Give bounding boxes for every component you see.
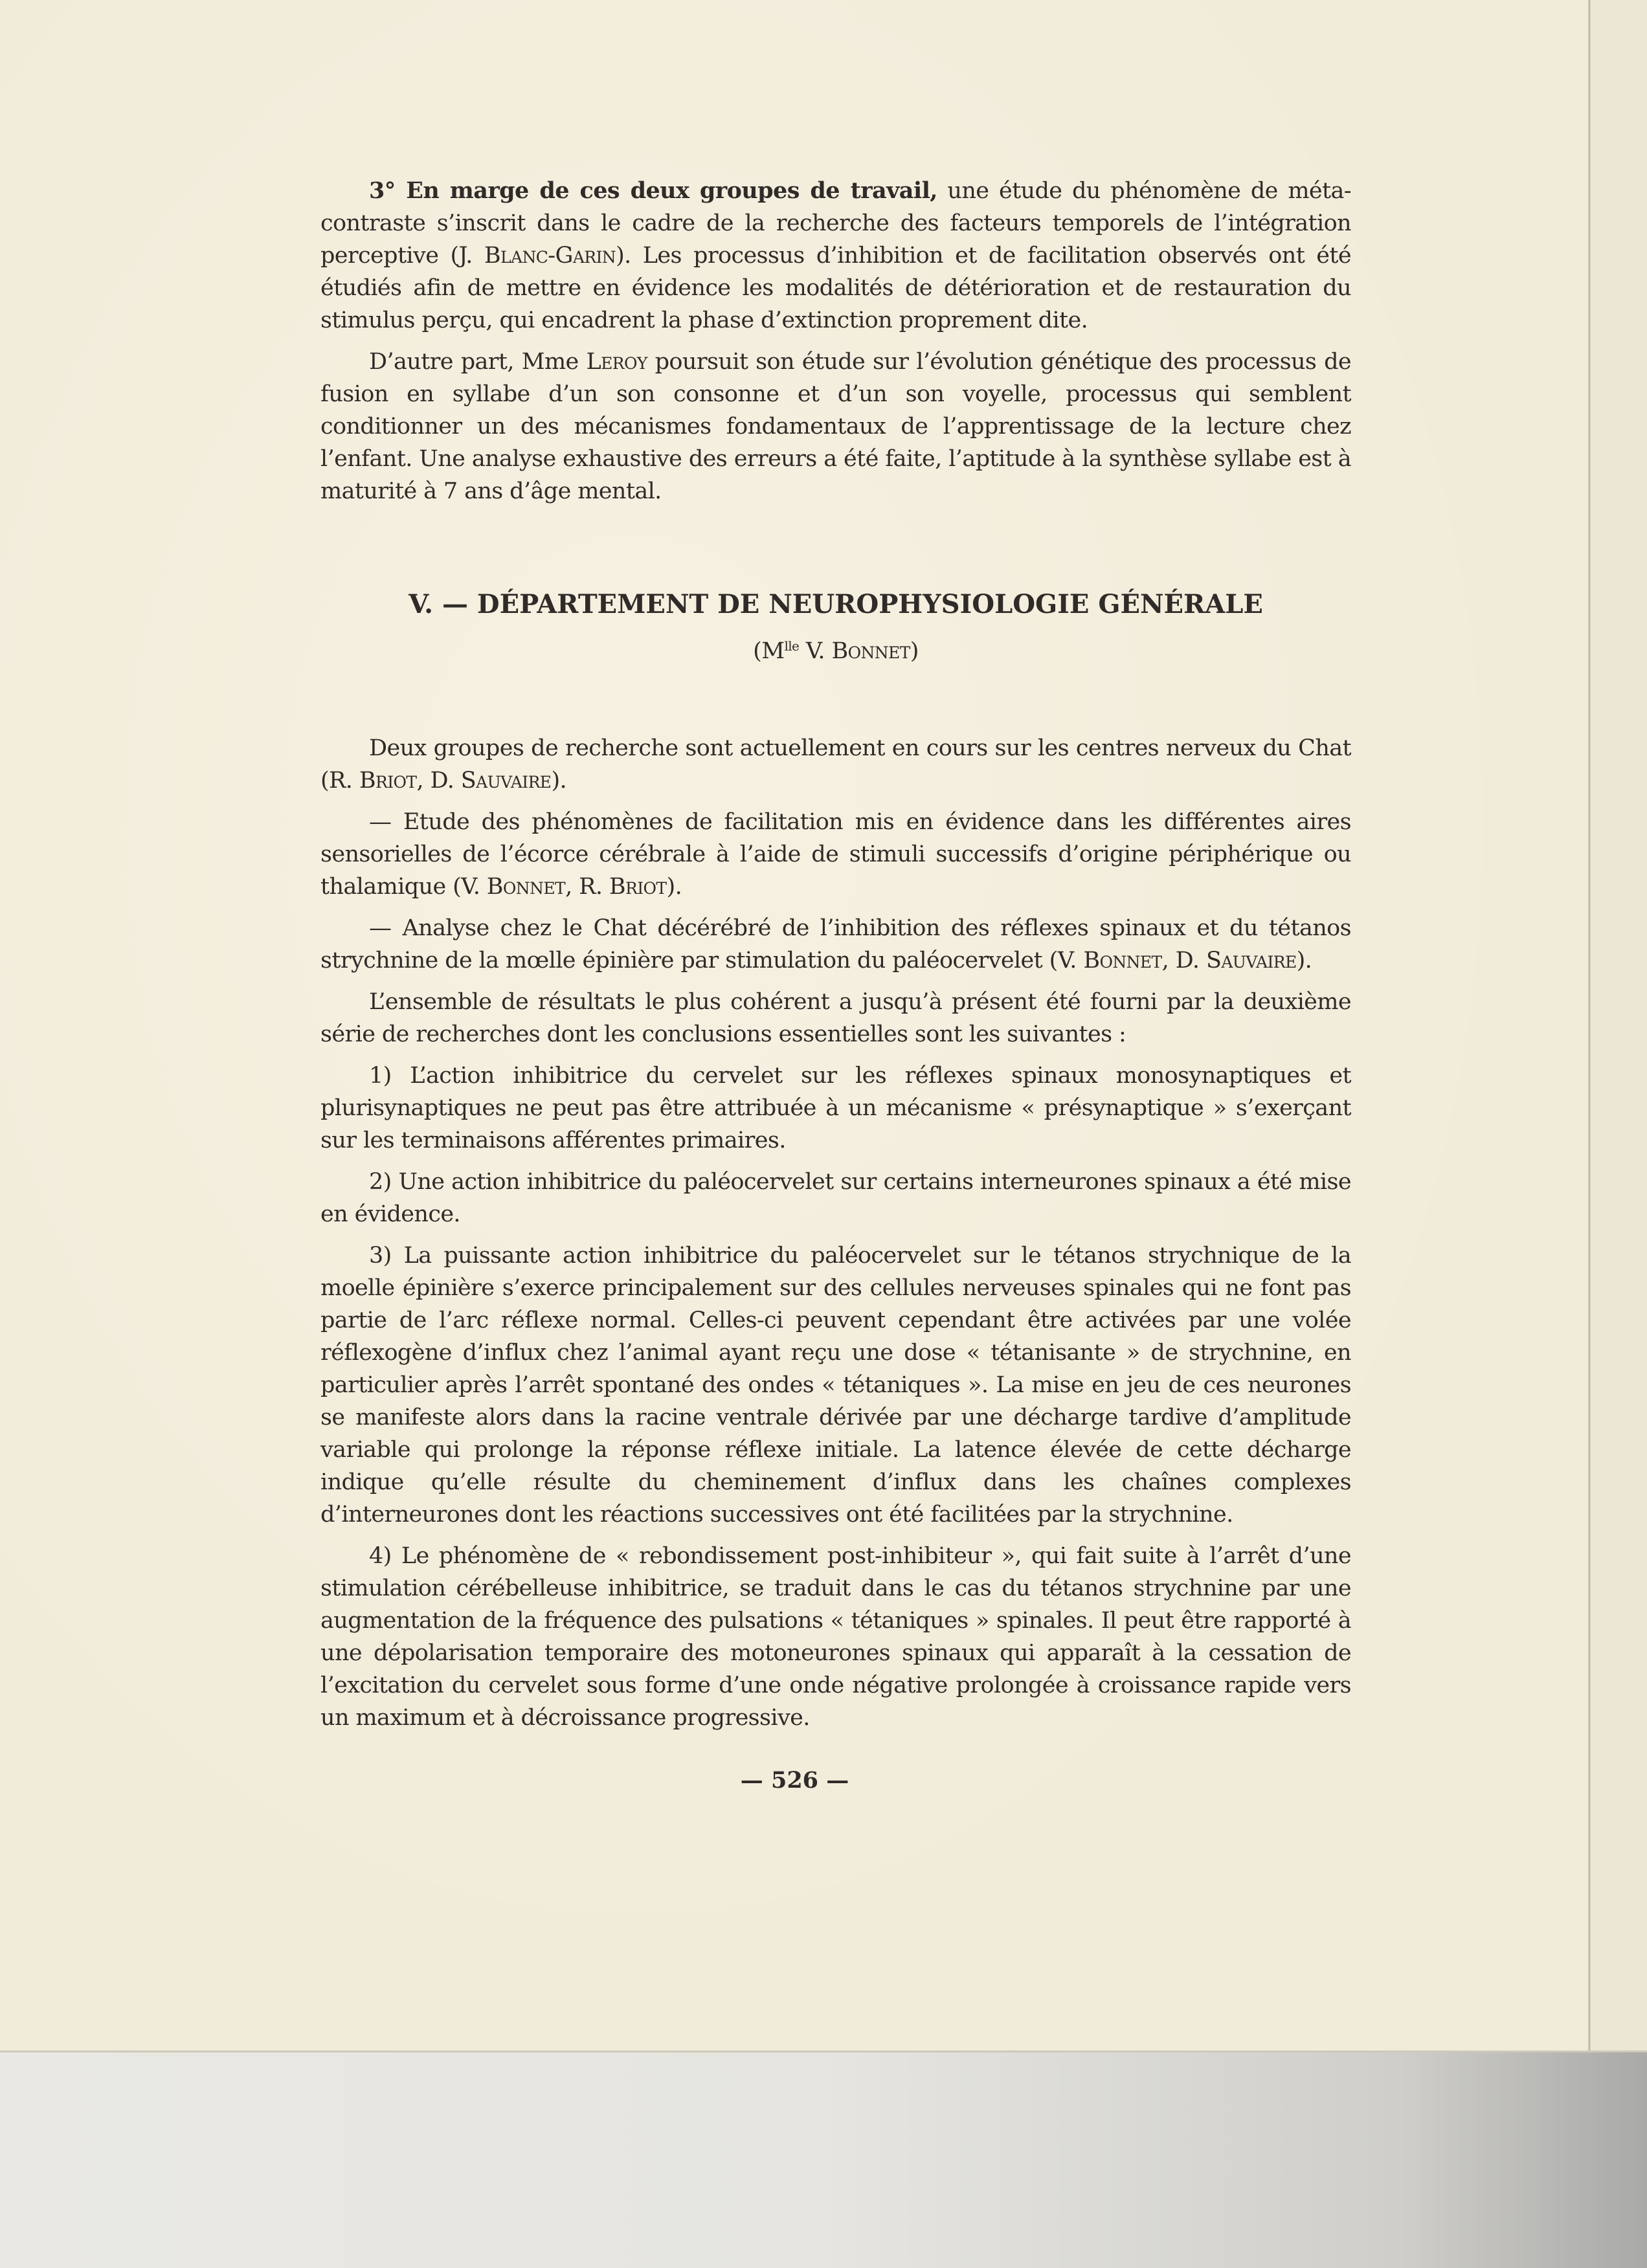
page-bottom-edge — [0, 2051, 1647, 2052]
author-name: Blanc-Garin — [484, 243, 616, 269]
page-number: — 526 — — [740, 1767, 849, 1794]
next-page-edge — [1591, 0, 1647, 2052]
conclusion-2: 2) Une action inhibitrice du paléocervelet sur certains interneurones spinaux a été mise en évidence. — [320, 1169, 1351, 1227]
author-name: Bonnet — [1083, 948, 1162, 973]
text-column — [320, 175, 1351, 1743]
author-name: Bonnet — [486, 874, 566, 900]
conclusion-1: 1) L’action inhibitrice du cervelet sur les réflexes spinaux monosynaptiques et plurisynaptiques ne peut pas être attribuée à un mécanisme « présynaptique » s’exerçant sur les terminaisons afférentes primaires. — [320, 1063, 1351, 1153]
paragraph-facilitation: — Etude des phénomènes de facilitation mis en évidence dans les différentes aires sensorielles de l’écorce cérébrale à l’aide de stimuli successifs d’origine périphérique ou thalamique (V. Bonnet, R. Briot). — [320, 809, 1351, 900]
author-name: Briot — [359, 768, 417, 794]
paragraph-lead: 3° En marge de ces deux groupes de travail, — [369, 177, 937, 204]
paragraph-metacontraste: 3° En marge de ces deux groupes de travail, une étude du phénomène de méta-contraste s’inscrit dans le cadre de la recherche des facteurs temporels de l’intégration perceptive (J. Blanc-Garin). Les processus d’inhibition et de facilitation observés ont été étudiés afin de mettre en évidence les modalités de détérioration et de restauration du stimulus perçu, qui encadrent la phase d’extinction proprement dite. — [320, 177, 1351, 333]
section-director: ($M^{lle}$ V. Bonnet) — [753, 638, 919, 664]
conclusion-4: 4) Le phénomène de « rebondissement post-inhibiteur », qui fait suite à l’arrêt d’une stimulation cérébelleuse inhibitrice, se traduit dans le cas du tétanos strychnine par une augmentation de la fréquence des pulsations « tétaniques » spinales. Il peut être rapporté à une dépolarisation temporaire des motoneurones spinaux qui apparaît à la cessation de l’excitation du cervelet sous forme d’une onde négative prolongée à croissance rapide vers un maximum et à décroissance progressive. — [320, 1543, 1351, 1731]
paragraph-groups: Deux groupes de recherche sont actuellement en cours sur les centres nerveux du Chat (R. Briot, D. Sauvaire). — [320, 735, 1351, 794]
paragraph-analyse: — Analyse chez le Chat décérébré de l’inhibition des réflexes spinaux et du tétanos strychnine de la mœlle épinière par stimulation du paléocervelet (V. Bonnet, D. Sauvaire). — [320, 915, 1351, 973]
author-name: Briot — [609, 874, 667, 900]
author-name: Leroy — [586, 349, 647, 375]
paragraph-ensemble: L’ensemble de résultats le plus cohérent a jusqu’à présent été fourni par la deuxième série de recherches dont les conclusions essentielles sont les suivantes : — [320, 989, 1351, 1047]
paragraph-leroy: D’autre part, Mme Leroy poursuit son étude sur l’évolution génétique des processus de fusion en syllabe d’un son consonne et d’un son voyelle, processus qui semblent conditionner un des mécanismes fondamentaux de l’apprentissage de la lecture chez l’enfant. Une analyse exhaustive des erreurs a été faite, l’aptitude à la synthèse syllabe est à maturité à 7 ans d’âge mental. — [320, 349, 1351, 504]
conclusion-3: 3) La puissante action inhibitrice du paléocervelet sur le tétanos strychnique de la moelle épinière s’exerce principalement sur des cellules nerveuses spinales qui ne font pas partie de l’arc réflexe normal. Celles-ci peuvent cependant être activées par une volée réflexogène d’influx chez l’animal ayant reçu une dose « tétanisante » de strychnine, en particulier après l’arrêt spontané des ondes « tétaniques ». La mise en jeu de ces neurones se manifeste alors dans la racine ventrale dérivée par une décharge tardive d’amplitude variable qui prolonge la réponse réflexe initiale. La latence élevée de cette décharge indique qu’elle résulte du cheminement d’influx dans les chaînes complexes d’interneurones dont les réactions successives ont été facilitées par la strychnine. — [320, 1243, 1351, 1528]
author-name: Sauvaire — [1205, 948, 1297, 973]
section-heading: V. — DÉPARTEMENT DE NEUROPHYSIOLOGIE GÉNÉRALE — [409, 589, 1263, 619]
author-name: Sauvaire — [460, 768, 552, 794]
